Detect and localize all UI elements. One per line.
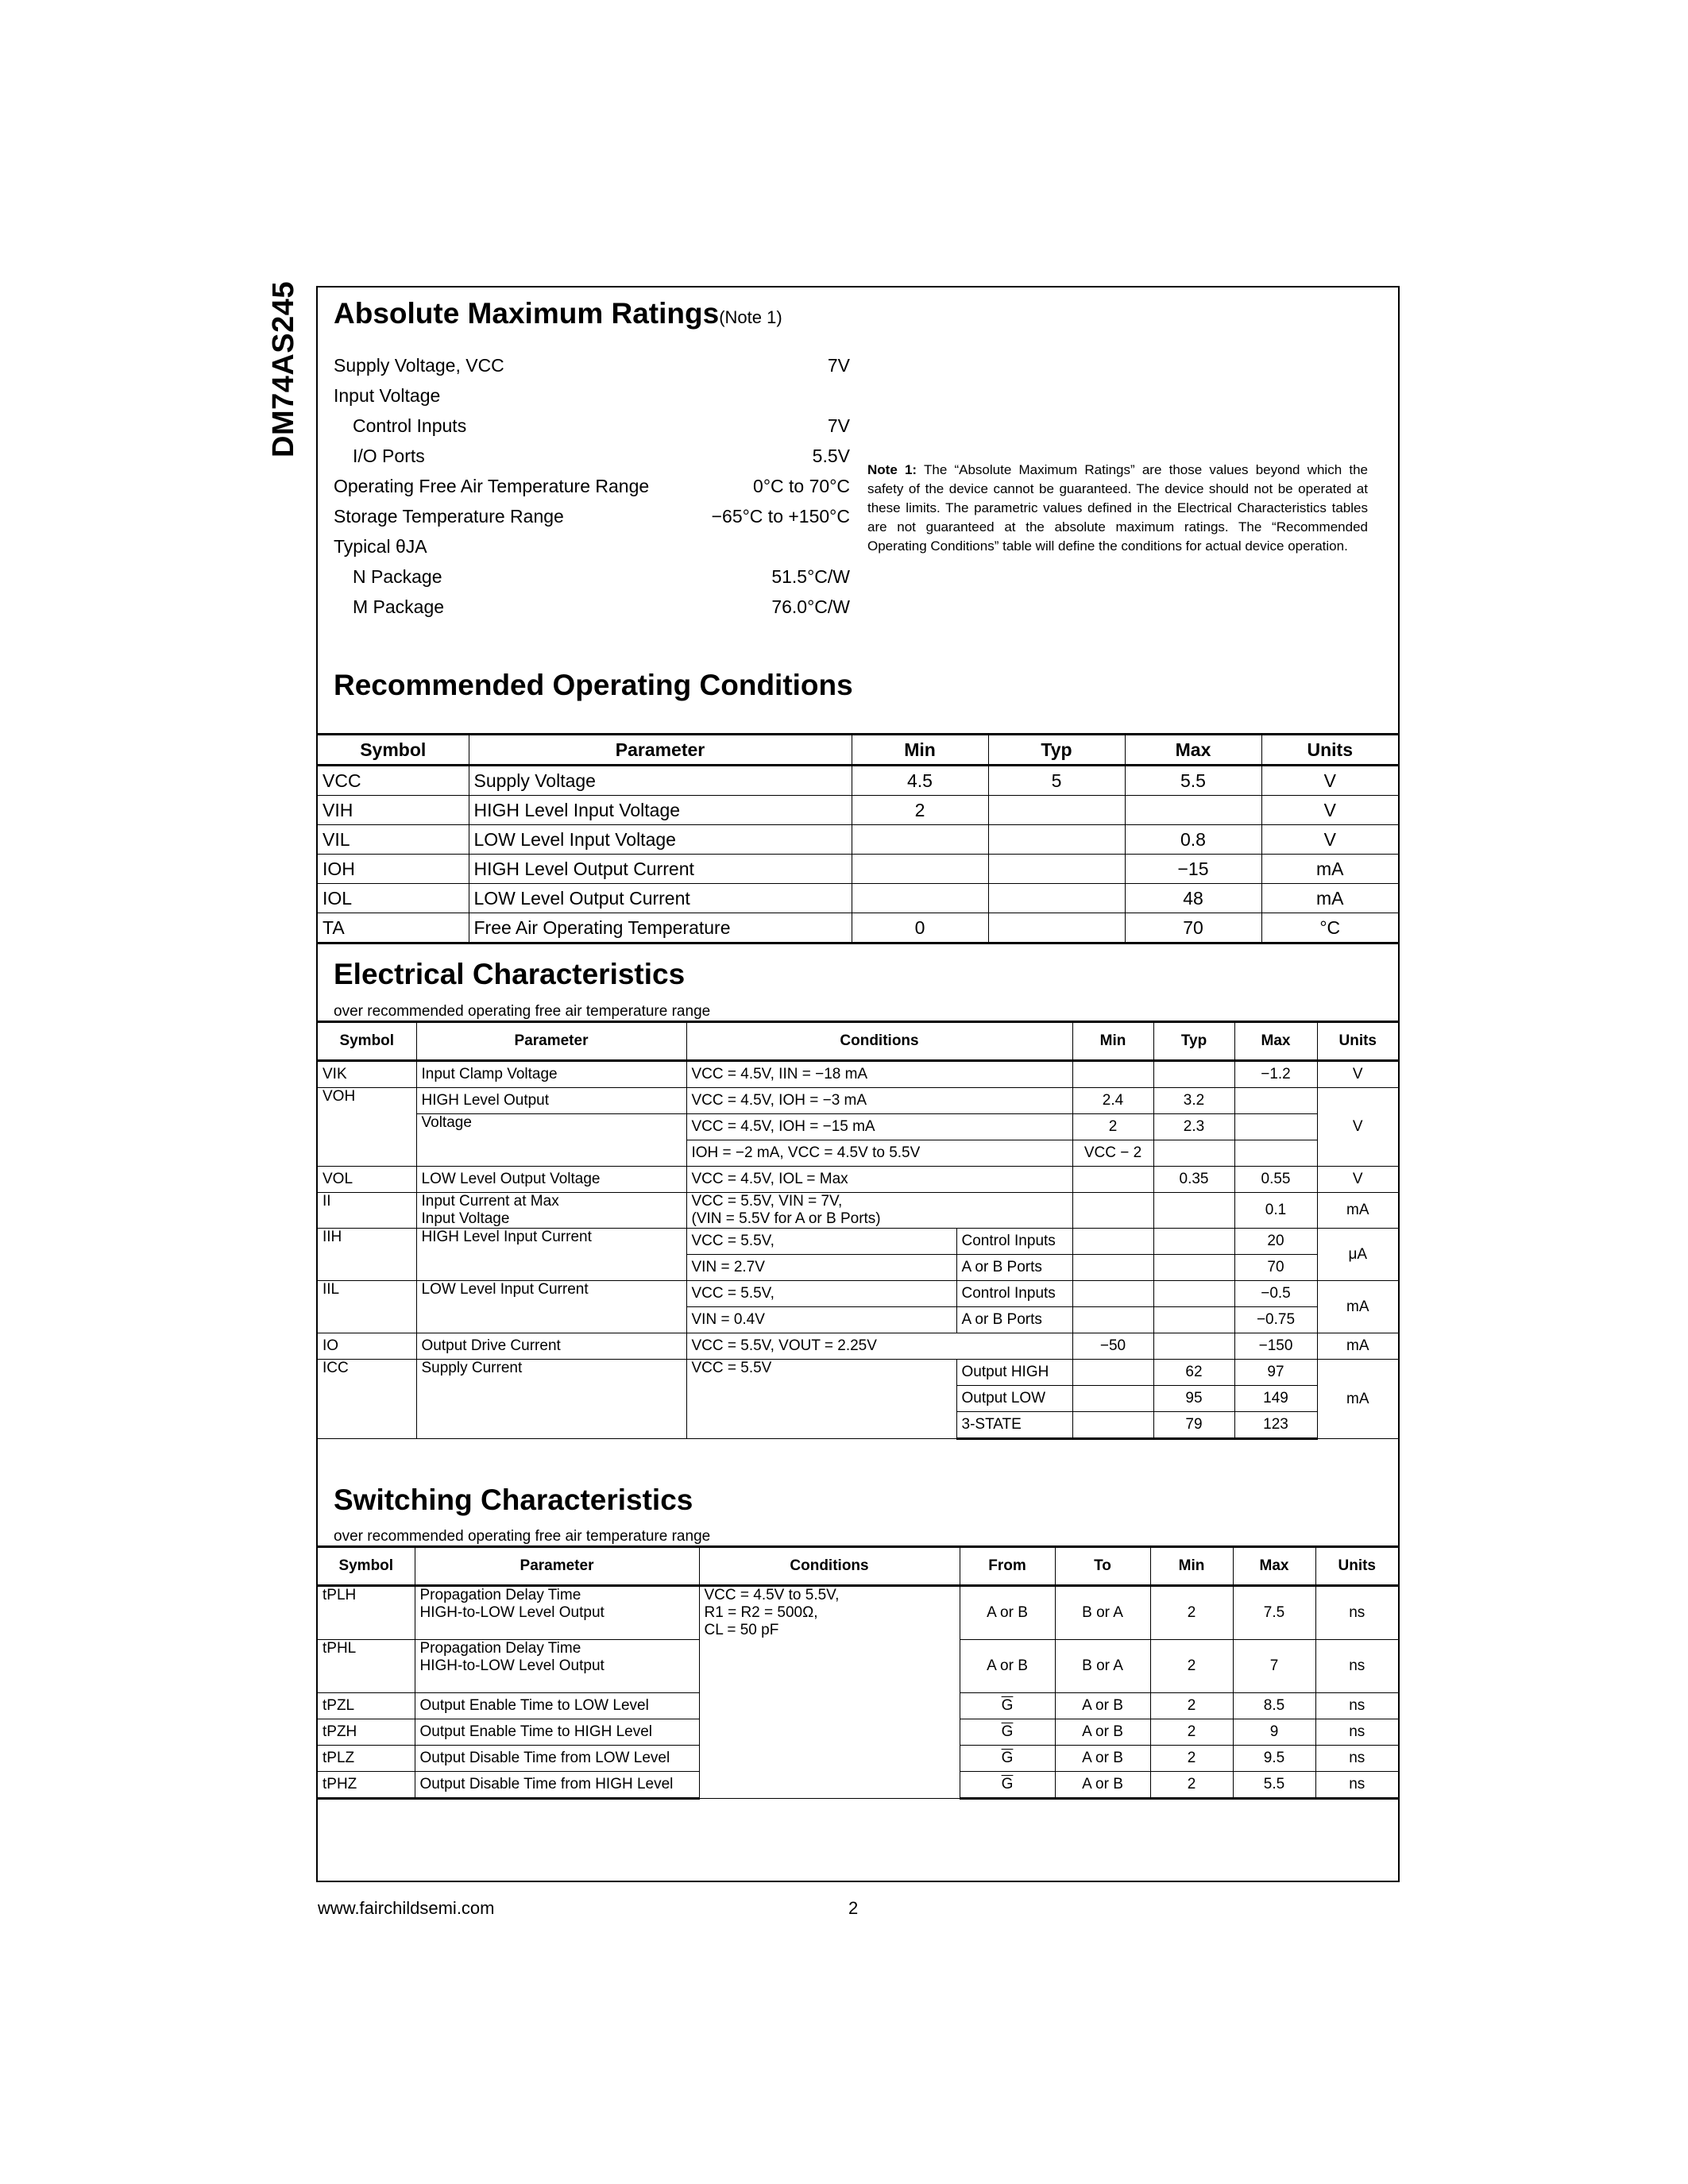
cell: A or B Ports	[956, 1307, 1072, 1333]
header-cell: Units	[1315, 1547, 1398, 1586]
cell	[1153, 1307, 1234, 1333]
cell: 95	[1153, 1386, 1234, 1412]
cell: V	[1317, 1088, 1398, 1167]
cell: ns	[1315, 1719, 1398, 1746]
cell: VCC = 5.5V,	[686, 1229, 956, 1255]
cell: Control Inputs	[956, 1281, 1072, 1307]
header-cell: Parameter	[469, 735, 852, 766]
cell-line: Propagation Delay Time	[419, 1587, 581, 1603]
table-row	[318, 1333, 1398, 1360]
note-1	[867, 461, 1368, 556]
cell: tPLZ	[318, 1746, 415, 1772]
amr-label: I/O Ports	[353, 445, 425, 466]
cell: Voltage	[416, 1114, 686, 1167]
cell: Supply Voltage	[469, 766, 852, 796]
roc-title: Recommended Operating Conditions	[334, 669, 853, 701]
header-cell: Min	[852, 735, 988, 766]
cell: A or B	[960, 1640, 1055, 1693]
note-label: Note 1:	[867, 462, 917, 477]
cell: A or B	[1055, 1693, 1150, 1719]
cell: 123	[1234, 1412, 1317, 1439]
cell: TA	[318, 913, 469, 943]
cell	[1072, 1061, 1153, 1088]
cell	[1153, 1061, 1234, 1088]
cell: μA	[1317, 1229, 1398, 1281]
cell: tPZL	[318, 1693, 415, 1719]
cell: IOL	[318, 884, 469, 913]
cell: B or A	[1055, 1640, 1150, 1693]
cell: 3-STATE	[956, 1412, 1072, 1439]
cell: 2	[1150, 1772, 1233, 1799]
cell: ns	[1315, 1640, 1398, 1693]
cell	[1153, 1140, 1234, 1167]
cell-line: Input Voltage	[421, 1210, 510, 1227]
cell	[1072, 1412, 1153, 1439]
cell: 5.5	[1125, 766, 1261, 796]
cell: 0	[852, 913, 988, 943]
amr-title	[334, 297, 782, 330]
table-row	[318, 796, 1398, 825]
cell	[416, 1193, 686, 1229]
roc-table	[318, 733, 1398, 944]
cell: LOW Level Output Voltage	[416, 1167, 686, 1193]
cell: mA	[1317, 1193, 1398, 1229]
page-number: 2	[848, 1898, 859, 1918]
footer-url[interactable]: www.fairchildsemi.com	[318, 1898, 495, 1918]
header-cell: Max	[1234, 1022, 1317, 1061]
amr-label: Typical θJA	[334, 535, 427, 557]
cell	[1153, 1229, 1234, 1255]
cell: 48	[1125, 884, 1261, 913]
header-cell: Max	[1125, 735, 1261, 766]
header-cell: Min	[1072, 1022, 1153, 1061]
cell: 2.4	[1072, 1088, 1153, 1114]
cell	[1072, 1255, 1153, 1281]
cell: 9.5	[1233, 1746, 1315, 1772]
cell-line: CL = 50 pF	[704, 1622, 779, 1638]
cell: °C	[1261, 913, 1398, 943]
cell: VCC = 4.5V, IOH = −3 mA	[686, 1088, 1072, 1114]
cell	[415, 1586, 699, 1640]
cell	[852, 855, 988, 884]
table-row	[318, 1229, 1398, 1255]
cell: −15	[1125, 855, 1261, 884]
table-row	[318, 1360, 1398, 1386]
amr-label: M Package	[353, 596, 445, 617]
cell: 7.5	[1233, 1586, 1315, 1640]
header-cell: Conditions	[686, 1022, 1072, 1061]
cell: 2	[1150, 1586, 1233, 1640]
cell: VCC = 5.5V, VOUT = 2.25V	[686, 1333, 1072, 1360]
cell: B or A	[1055, 1586, 1150, 1640]
cell: 2	[852, 796, 988, 825]
amr-value: 51.5°C/W	[771, 565, 850, 587]
cell: $\overline{G}$	[960, 1719, 1055, 1746]
amr-value: 0°C to 70°C	[753, 475, 850, 496]
cell: 0.1	[1234, 1193, 1317, 1229]
side-title: DM74AS245	[267, 280, 300, 457]
sw-title: Switching Characteristics	[334, 1484, 693, 1516]
cell: II	[318, 1193, 416, 1229]
cell: Control Inputs	[956, 1229, 1072, 1255]
cell-line: (VIN = 5.5V for A or B Ports)	[691, 1210, 881, 1227]
cell: 2	[1150, 1746, 1233, 1772]
cell: IOH = −2 mA, VCC = 4.5V to 5.5V	[686, 1140, 1072, 1167]
header-cell: Units	[1317, 1022, 1398, 1061]
cell-line: HIGH-to-LOW Level Output	[419, 1657, 605, 1674]
cell: 9	[1233, 1719, 1315, 1746]
cell: ns	[1315, 1746, 1398, 1772]
cell	[686, 1193, 1072, 1229]
cell-line: R1 = R2 = 500Ω,	[704, 1604, 818, 1621]
cell: 2.3	[1153, 1114, 1234, 1140]
cell: −0.5	[1234, 1281, 1317, 1307]
cell: 0.8	[1125, 825, 1261, 855]
cell: VIN = 0.4V	[686, 1307, 956, 1333]
cell: 5	[988, 766, 1125, 796]
cell	[1072, 1360, 1153, 1386]
cell: Free Air Operating Temperature	[469, 913, 852, 943]
amr-label: Storage Temperature Range	[334, 505, 564, 527]
amr-title-text: Absolute Maximum Ratings	[334, 297, 720, 330]
amr-note-ref: (Note 1)	[719, 307, 782, 327]
header-cell: Symbol	[318, 735, 469, 766]
cell: HIGH Level Input Current	[416, 1229, 686, 1281]
amr-value: 5.5V	[812, 445, 850, 466]
cell: 2	[1150, 1693, 1233, 1719]
cell	[988, 913, 1125, 943]
cell: VCC = 5.5V	[686, 1360, 956, 1439]
cell	[852, 884, 988, 913]
table-row	[318, 1586, 1398, 1640]
cell: VIH	[318, 796, 469, 825]
table-row	[318, 913, 1398, 943]
cell: VOL	[318, 1167, 416, 1193]
cell: mA	[1317, 1360, 1398, 1439]
cell: 2	[1150, 1719, 1233, 1746]
cell: $\overline{G}$	[960, 1693, 1055, 1719]
cell: Output HIGH	[956, 1360, 1072, 1386]
cell	[1125, 796, 1261, 825]
cell: V	[1261, 796, 1398, 825]
cell: HIGH Level Input Voltage	[469, 796, 852, 825]
table-row	[318, 1281, 1398, 1307]
cell-line: HIGH-to-LOW Level Output	[419, 1604, 605, 1621]
cell: LOW Level Input Voltage	[469, 825, 852, 855]
cell: $\overline{G}$	[960, 1746, 1055, 1772]
cell: A or B	[1055, 1719, 1150, 1746]
cell: Output Enable Time to LOW Level	[415, 1693, 699, 1719]
cell: 149	[1234, 1386, 1317, 1412]
cell	[1072, 1386, 1153, 1412]
cell: V	[1261, 825, 1398, 855]
cell: VCC = 4.5V, IIN = −18 mA	[686, 1061, 1072, 1088]
table-header-row	[318, 1547, 1398, 1586]
cell: VIL	[318, 825, 469, 855]
cell: V	[1317, 1167, 1398, 1193]
cell	[988, 884, 1125, 913]
cell: 2	[1150, 1640, 1233, 1693]
header-cell: Symbol	[318, 1022, 416, 1061]
cell: A or B	[960, 1586, 1055, 1640]
cell: mA	[1261, 884, 1398, 913]
header-cell: To	[1055, 1547, 1150, 1586]
amr-value: −65°C to +150°C	[711, 505, 850, 527]
cell: −50	[1072, 1333, 1153, 1360]
header-cell: Min	[1150, 1547, 1233, 1586]
ec-table	[318, 1021, 1398, 1440]
cell	[1072, 1193, 1153, 1229]
cell-line: Propagation Delay Time	[419, 1640, 581, 1657]
amr-label: Control Inputs	[353, 415, 467, 436]
cell	[1153, 1193, 1234, 1229]
cell: IIL	[318, 1281, 416, 1333]
amr-value: 76.0°C/W	[771, 596, 850, 617]
table-row	[318, 1088, 1398, 1114]
cell: tPLH	[318, 1586, 415, 1640]
cell	[988, 855, 1125, 884]
cell-line: VCC = 5.5V, VIN = 7V,	[691, 1193, 843, 1210]
table-row	[318, 855, 1398, 884]
cell: VIN = 2.7V	[686, 1255, 956, 1281]
table-header-row	[318, 1022, 1398, 1061]
cell: 20	[1234, 1229, 1317, 1255]
cell	[1153, 1281, 1234, 1307]
cell: A or B Ports	[956, 1255, 1072, 1281]
cell: ns	[1315, 1772, 1398, 1799]
cell: Supply Current	[416, 1360, 686, 1439]
cell: 4.5	[852, 766, 988, 796]
header-cell: Parameter	[415, 1547, 699, 1586]
cell: −1.2	[1234, 1061, 1317, 1088]
cell: IIH	[318, 1229, 416, 1281]
cell: A or B	[1055, 1772, 1150, 1799]
cell	[699, 1586, 960, 1799]
cell	[1234, 1088, 1317, 1114]
cell: Output Drive Current	[416, 1333, 686, 1360]
cell: IO	[318, 1333, 416, 1360]
cell: Input Clamp Voltage	[416, 1061, 686, 1088]
cell: mA	[1317, 1333, 1398, 1360]
sw-subtitle: over recommended operating free air temperature range	[334, 1528, 711, 1545]
header-cell: Symbol	[318, 1547, 415, 1586]
cell	[415, 1640, 699, 1693]
cell: HIGH Level Output	[416, 1088, 686, 1114]
table-row	[318, 825, 1398, 855]
cell	[988, 796, 1125, 825]
cell: Output LOW	[956, 1386, 1072, 1412]
ec-title: Electrical Characteristics	[334, 958, 686, 990]
ec-subtitle: over recommended operating free air temperature range	[334, 1003, 711, 1020]
cell	[852, 825, 988, 855]
cell: 62	[1153, 1360, 1234, 1386]
header-cell: Typ	[1153, 1022, 1234, 1061]
table-header-row	[318, 735, 1398, 766]
table-row	[318, 1193, 1398, 1229]
amr-value: 7V	[827, 415, 850, 436]
cell: 5.5	[1233, 1772, 1315, 1799]
cell: mA	[1317, 1281, 1398, 1333]
cell	[1153, 1255, 1234, 1281]
cell-line: VCC = 4.5V to 5.5V,	[704, 1587, 840, 1603]
cell: tPHL	[318, 1640, 415, 1693]
amr-label: Supply Voltage, VCC	[334, 354, 504, 376]
header-cell: Units	[1261, 735, 1398, 766]
cell: 0.35	[1153, 1167, 1234, 1193]
cell: Output Disable Time from HIGH Level	[415, 1772, 699, 1799]
cell: ns	[1315, 1586, 1398, 1640]
cell: ICC	[318, 1360, 416, 1439]
cell: VCC = 4.5V, IOH = −15 mA	[686, 1114, 1072, 1140]
cell: LOW Level Input Current	[416, 1281, 686, 1333]
cell: 70	[1234, 1255, 1317, 1281]
cell: 70	[1125, 913, 1261, 943]
cell: tPZH	[318, 1719, 415, 1746]
cell-line: Input Current at Max	[421, 1193, 559, 1210]
cell	[1153, 1333, 1234, 1360]
amr-label: Input Voltage	[334, 384, 441, 406]
cell: V	[1261, 766, 1398, 796]
cell: IOH	[318, 855, 469, 884]
header-cell: Max	[1233, 1547, 1315, 1586]
cell: VCC	[318, 766, 469, 796]
table-row	[318, 1114, 1398, 1140]
cell: VCC = 4.5V, IOL = Max	[686, 1167, 1072, 1193]
cell: A or B	[1055, 1746, 1150, 1772]
cell	[1072, 1167, 1153, 1193]
cell	[1234, 1114, 1317, 1140]
cell: 3.2	[1153, 1088, 1234, 1114]
cell: V	[1317, 1061, 1398, 1088]
cell: −150	[1234, 1333, 1317, 1360]
header-cell: Typ	[988, 735, 1125, 766]
cell: tPHZ	[318, 1772, 415, 1799]
cell: $\overline{G}$	[960, 1772, 1055, 1799]
cell	[988, 825, 1125, 855]
table-row	[318, 1061, 1398, 1088]
cell: mA	[1261, 855, 1398, 884]
cell	[1072, 1229, 1153, 1255]
cell: VOH	[318, 1088, 416, 1167]
cell: LOW Level Output Current	[469, 884, 852, 913]
note-text: The “Absolute Maximum Ratings” are those values beyond which the safety of the device cannot be guaranteed. The device should not be operated at these limits. The parametric values defined in the Electrical Characteristics tables are not guaranteed at the absolute maximum ratings. The “Recommended Operating Conditions” table will define the conditions for actual device operation.	[867, 462, 1368, 554]
cell: −0.75	[1234, 1307, 1317, 1333]
table-row	[318, 766, 1398, 796]
amr-label: Operating Free Air Temperature Range	[334, 475, 650, 496]
cell: 8.5	[1233, 1693, 1315, 1719]
cell	[1072, 1281, 1153, 1307]
cell: ns	[1315, 1693, 1398, 1719]
amr-value: 7V	[827, 354, 850, 376]
header-cell: Parameter	[416, 1022, 686, 1061]
header-cell: Conditions	[699, 1547, 960, 1586]
cell: 2	[1072, 1114, 1153, 1140]
cell: 7	[1233, 1640, 1315, 1693]
cell: HIGH Level Output Current	[469, 855, 852, 884]
sw-table	[318, 1545, 1398, 1800]
table-row	[318, 1167, 1398, 1193]
cell: 79	[1153, 1412, 1234, 1439]
cell: VIK	[318, 1061, 416, 1088]
cell: 0.55	[1234, 1167, 1317, 1193]
amr-list	[334, 350, 850, 622]
cell	[1072, 1307, 1153, 1333]
cell	[1234, 1140, 1317, 1167]
amr-label: N Package	[353, 565, 442, 587]
header-cell: From	[960, 1547, 1055, 1586]
cell: Output Disable Time from LOW Level	[415, 1746, 699, 1772]
table-row	[318, 884, 1398, 913]
cell: 97	[1234, 1360, 1317, 1386]
cell: VCC − 2	[1072, 1140, 1153, 1167]
cell: Output Enable Time to HIGH Level	[415, 1719, 699, 1746]
cell: VCC = 5.5V,	[686, 1281, 956, 1307]
